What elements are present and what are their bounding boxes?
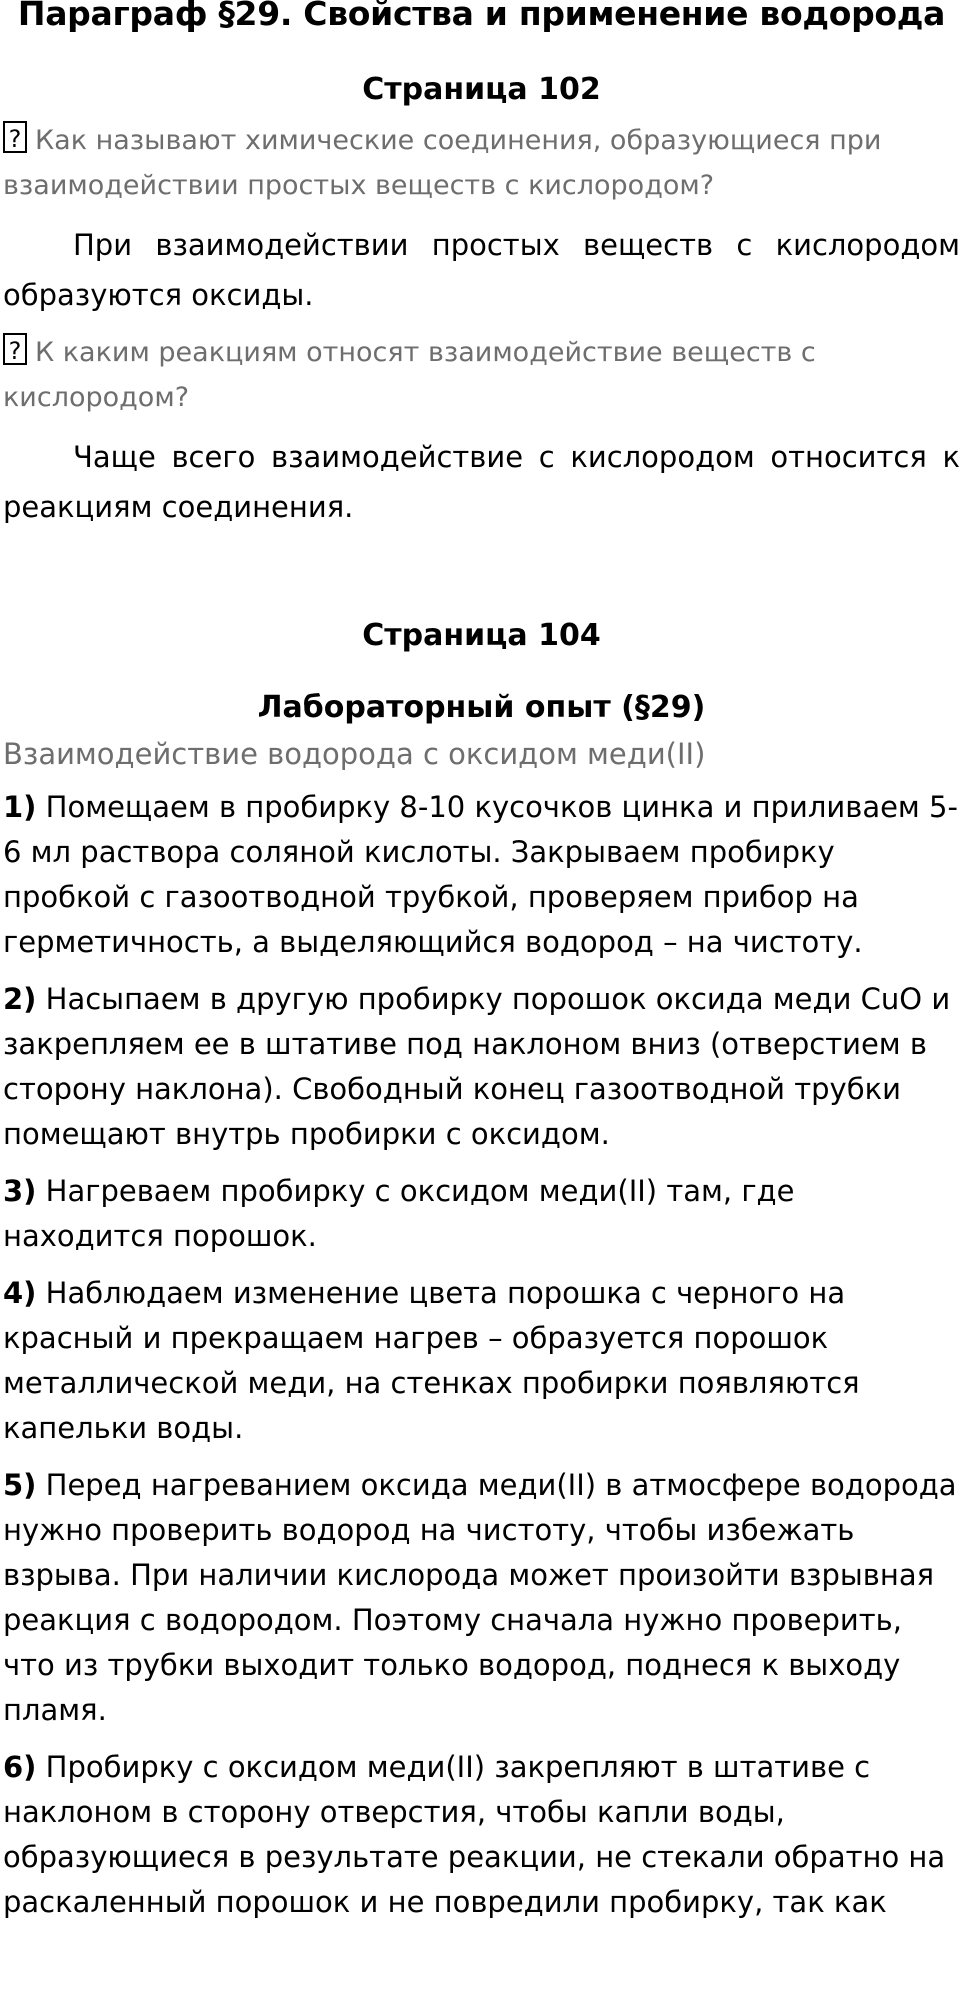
step-number: 1) xyxy=(3,790,37,824)
lab-steps xyxy=(3,785,960,1925)
step-text: Перед нагреванием оксида меди(II) в атмосфере водорода нужно проверить водород на чистоту, чтобы избежать взрыва. При наличии кислорода может произойти взрывная реакция с водородом. Поэтому сначала нужно проверить, что из трубки выходит только водород, поднеся к выходу пламя. xyxy=(3,1468,957,1727)
question-2 xyxy=(3,330,960,420)
page-102-heading: Страница 102 xyxy=(362,72,601,107)
step-number: 3) xyxy=(3,1174,37,1208)
answer-2: Чаще всего взаимодействие с кислородом относится к реакциям соединения. xyxy=(3,440,960,524)
step-text: Нагреваем пробирку с оксидом меди(II) там, где находится порошок. xyxy=(3,1174,795,1253)
lab-step xyxy=(3,1463,960,1733)
lab-step xyxy=(3,1745,960,1925)
step-text: Наблюдаем изменение цвета порошка с черного на красный и прекращаем нагрев – образуется порошок металлической меди, на стенках пробирки появляются капельки воды. xyxy=(3,1276,860,1445)
lab-step xyxy=(3,1169,960,1259)
step-number: 6) xyxy=(3,1750,37,1784)
question-2-text: К каким реакциям относят взаимодействие веществ с кислородом? xyxy=(3,337,816,413)
question-1-text: Как называют химические соединения, образующиеся при взаимодействии простых веществ с кислородом? xyxy=(3,125,882,201)
step-number: 5) xyxy=(3,1468,37,1502)
lab-step xyxy=(3,1271,960,1451)
answer-1: При взаимодействии простых веществ с кислородом образуются оксиды. xyxy=(3,228,960,312)
document-title: Параграф §29. Свойства и применение водорода xyxy=(17,0,946,33)
question-1 xyxy=(3,118,960,208)
step-number: 4) xyxy=(3,1276,37,1310)
lab-title: Лабораторный опыт (§29) xyxy=(257,690,706,725)
step-text: Насыпаем в другую пробирку порошок оксида меди CuO и закрепляем ее в штативе под наклоном вниз (отверстием в сторону наклона). Свободный конец газоотводной трубки помещают внутрь пробирки с оксидом. xyxy=(3,982,951,1151)
step-text: Пробирку с оксидом меди(II) закрепляют в штативе с наклоном в сторону отверстия, чтобы капли воды, образующиеся в результате реакции, не стекали обратно на раскаленный порошок и не повредили пробирку, так как xyxy=(3,1750,946,1919)
question-mark-icon: ? xyxy=(3,121,27,153)
page-104-heading: Страница 104 xyxy=(362,618,601,653)
lab-subtitle: Взаимодействие водорода с оксидом меди(II) xyxy=(3,737,706,771)
question-mark-icon: ? xyxy=(3,333,27,365)
lab-step xyxy=(3,785,960,965)
lab-step xyxy=(3,977,960,1157)
step-number: 2) xyxy=(3,982,37,1016)
step-text: Помещаем в пробирку 8-10 кусочков цинка и приливаем 5-6 мл раствора соляной кислоты. Закрываем пробирку пробкой с газоотводной трубкой, проверяем прибор на герметичность, а выделяющийся водород – на чистоту. xyxy=(3,790,958,959)
